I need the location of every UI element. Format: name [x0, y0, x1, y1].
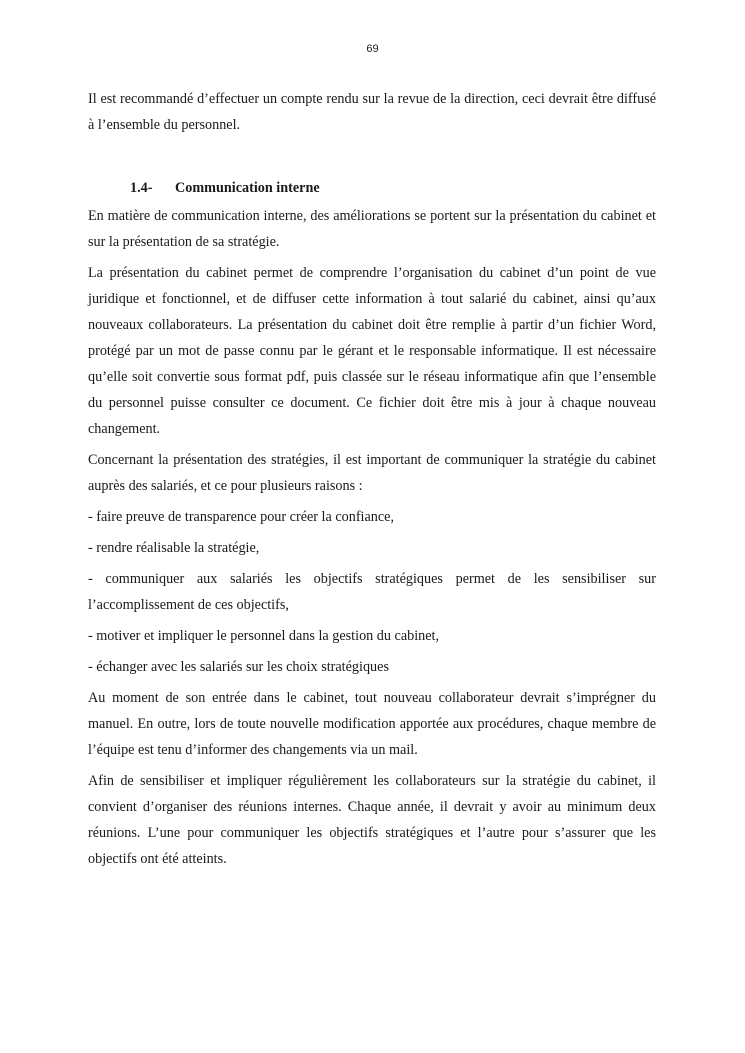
list-item: - rendre réalisable la stratégie,	[88, 540, 260, 556]
section-number: 1.4-	[130, 180, 153, 196]
paragraph-internal-meetings: Afin de sensibiliser et impliquer régulièrement les collaborateurs sur la stratégie du cabinet, il convient d’organiser des réunions internes. Chaque année, il devrait y avoir au minimum deux réunions. L’une pour communiquer les objectifs stratégiques et l’autre pour s’assurer que les objectifs ont été atteints.	[88, 773, 656, 867]
paragraph-strategy-reasons: Concernant la présentation des stratégies, il est important de communiquer la stratégie du cabinet auprès des salariés, et ce pour plusieurs raisons :	[88, 452, 656, 494]
paragraph-new-collaborator: Au moment de son entrée dans le cabinet, tout nouveau collaborateur devrait s’imprégner du manuel. En outre, lors de toute nouvelle modification apportée aux procédures, chaque membre de l’équipe est tenu d’informer des changements via un mail.	[88, 690, 656, 758]
list-item: - échanger avec les salariés sur les choix stratégiques	[88, 659, 389, 675]
list-item: - communiquer aux salariés les objectifs stratégiques permet de les sensibiliser sur l’accomplissement de ces objectifs,	[88, 571, 656, 613]
paragraph-intro: En matière de communication interne, des améliorations se portent sur la présentation du cabinet et sur la présentation de sa stratégie.	[88, 208, 656, 250]
paragraph-review-recommendation: Il est recommandé d’effectuer un compte rendu sur la revue de la direction, ceci devrait être diffusé à l’ensemble du personnel.	[88, 91, 656, 133]
page-number: 69	[366, 43, 379, 55]
section-title: Communication interne	[175, 180, 320, 196]
paragraph-cabinet-presentation: La présentation du cabinet permet de comprendre l’organisation du cabinet d’un point de vue juridique et fonctionnel, et de diffuser cette information à tout salarié du cabinet, ainsi qu’aux nouveaux collaborateurs. La présentation du cabinet doit être remplie à partir d’un fichier Word, protégé par un mot de passe connu par le gérant et le responsable informatique. Il est nécessaire qu’elle soit convertie sous format pdf, puis classée sur le réseau informatique afin que l’ensemble du personnel puisse consulter ce document. Ce fichier doit être mis à jour à chaque nouveau changement.	[88, 265, 656, 437]
list-item: - motiver et impliquer le personnel dans la gestion du cabinet,	[88, 628, 440, 644]
section-heading	[88, 175, 656, 201]
document-body	[88, 86, 656, 872]
list-item: - faire preuve de transparence pour créer la confiance,	[88, 509, 395, 525]
